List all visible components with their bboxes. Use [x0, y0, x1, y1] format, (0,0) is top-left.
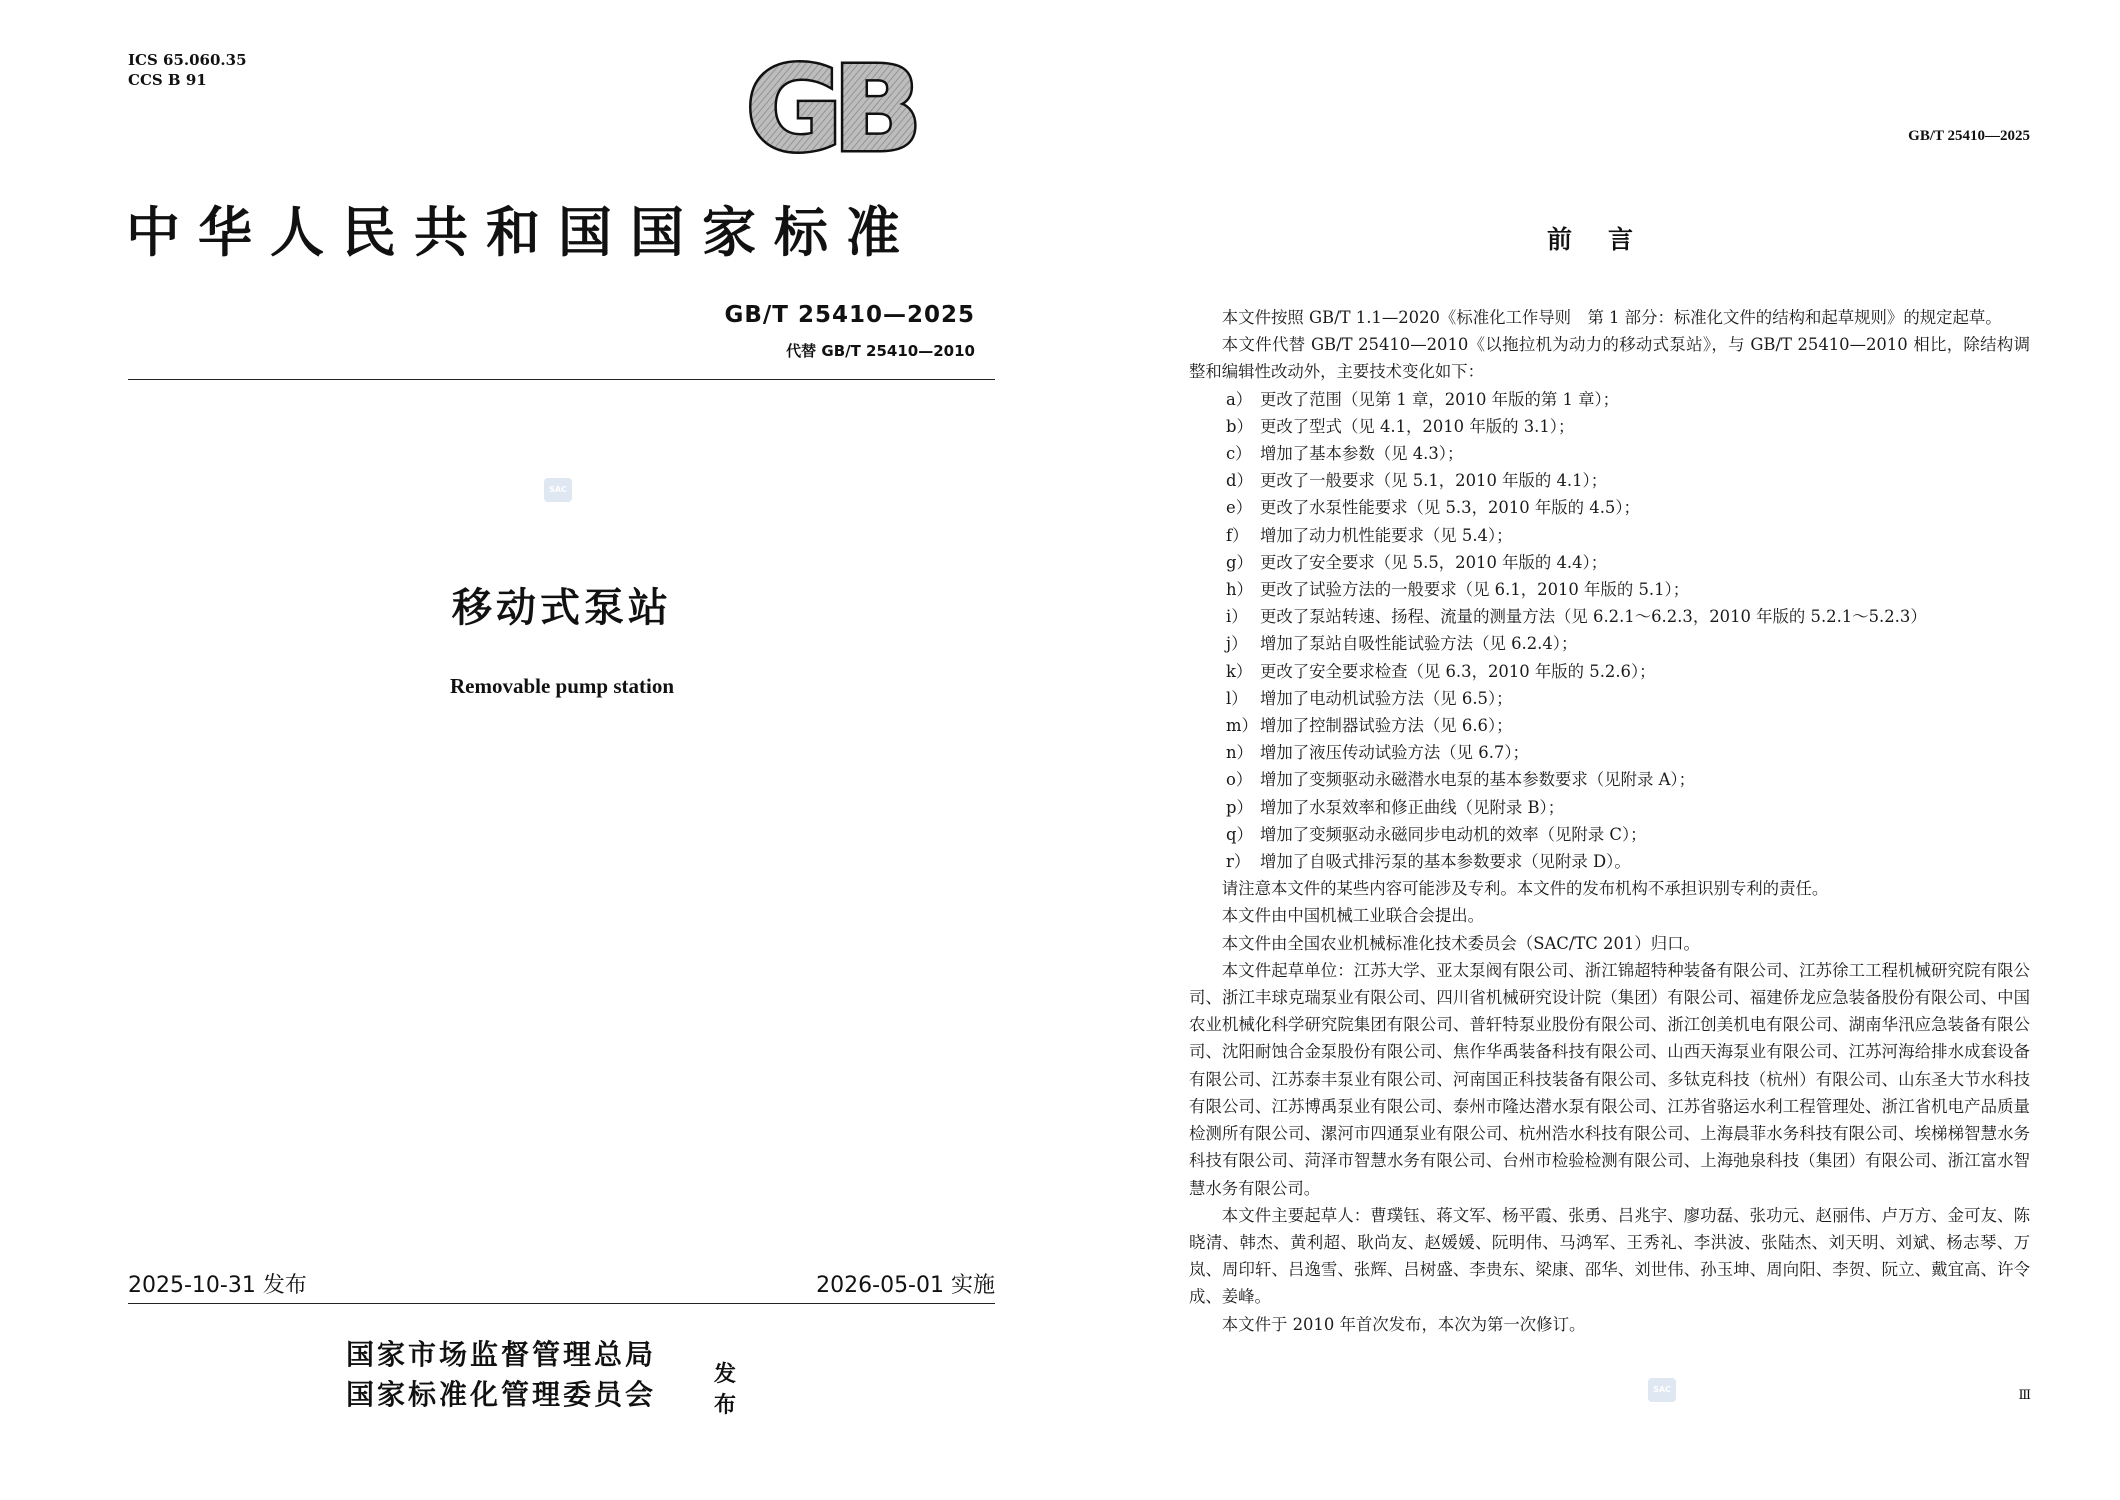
- list-text: 更改了水泵性能要求（见 5.3，2010 年版的 4.5）；: [1260, 498, 1640, 518]
- list-text: 更改了一般要求（见 5.1，2010 年版的 4.1）；: [1260, 471, 1608, 491]
- national-standard-heading: 中华人民共和国国家标准: [126, 200, 918, 264]
- gb-logo-text: GB: [745, 52, 913, 164]
- patent-note: 请注意本文件的某些内容可能涉及专利。本文件的发布机构不承担识别专利的责任。: [1221, 879, 1829, 899]
- publisher-samr: 国家市场监督管理总局: [346, 1338, 657, 1371]
- drafting-units: 本文件起草单位：江苏大学、亚太泵阀有限公司、浙江锦超特种装备有限公司、江苏徐工工程机械研究院有限公司、浙江丰球克瑞泵业有限公司、四川省机械研究设计院（集团）有限公司、福建侨龙应急装备股份有限公司、中国农业机械化科学研究院集团有限公司、普轩特泵业股份有限公司、浙江创美机电有限公司、湖南华汛应急装备有限公司、沈阳耐蚀合金泵股份有限公司、焦作华禹装备科技有限公司、山西天海泵业有限公司、江苏河海给排水成套设备有限公司、江苏泰丰泵业有限公司、河南国正科技装备有限公司、多钛克科技（杭州）有限公司、山东圣大节水科技有限公司、江苏博禹泵业有限公司、泰州市隆达潜水泵有限公司、江苏省骆运水利工程管理处、浙江省机电产品质量检测所有限公司、漯河市四通泵业有限公司、杭州浩水科技有限公司、上海晨菲水务科技有限公司、埃梯梯智慧水务科技有限公司、菏泽市智慧水务有限公司、台州市检验检测有限公司、上海弛泉科技（集团）有限公司、浙江富水智慧水务有限公司。: [1189, 960, 2030, 1198]
- list-marker: a）: [1226, 389, 1253, 409]
- standard-number: GB/T 25410—2025: [724, 302, 975, 328]
- classification-codes: [128, 50, 247, 90]
- implement-date: 2026-05-01 实施: [816, 1273, 995, 1298]
- list-text: 增加了控制器试验方法（见 6.6）；: [1260, 716, 1513, 736]
- list-item: [1189, 440, 2030, 467]
- list-text: 更改了试验方法的一般要求（见 6.1，2010 年版的 5.1）；: [1260, 580, 1690, 600]
- list-text: 增加了基本参数（见 4.3）；: [1260, 444, 1464, 464]
- list-marker: d）: [1226, 471, 1253, 491]
- preface-intro-2: 本文件代替 GB/T 25410—2010《以拖拉机为动力的移动式泵站》，与 GB/T 25410—2010 相比，除结构调整和编辑性改动外，主要技术变化如下：: [1189, 335, 2030, 382]
- page-header-standard-number: GB/T 25410—2025: [1908, 128, 2030, 144]
- list-item: [1189, 794, 2030, 821]
- list-item: [1189, 685, 2030, 712]
- list-item: [1189, 413, 2030, 440]
- list-item: [1189, 630, 2030, 657]
- list-marker: o）: [1226, 770, 1253, 790]
- list-item: [1189, 658, 2030, 685]
- list-item: [1189, 494, 2030, 521]
- list-text: 更改了安全要求（见 5.5，2010 年版的 4.4）；: [1260, 552, 1608, 572]
- list-marker: p）: [1226, 797, 1253, 817]
- list-text: 增加了变频驱动永磁潜水电泵的基本参数要求（见附录 A）；: [1260, 770, 1696, 790]
- list-item: [1189, 766, 2030, 793]
- ics-code: ICS 65.060.35: [128, 51, 247, 69]
- list-text: 更改了范围（见第 1 章，2010 年版的第 1 章）；: [1260, 389, 1620, 409]
- issue-date: 2025-10-31 发布: [128, 1273, 307, 1298]
- list-text: 更改了泵站转速、扬程、流量的测量方法（见 6.2.1～6.2.3，2010 年版的 5.2.1～5.2.3）: [1260, 607, 1927, 627]
- list-text: 增加了变频驱动永磁同步电动机的效率（见附录 C）；: [1260, 824, 1647, 844]
- technical-committee: 本文件由全国农业机械标准化技术委员会（SAC/TC 201）归口。: [1221, 933, 1700, 953]
- list-item: [1189, 549, 2030, 576]
- list-text: 增加了电动机试验方法（见 6.5）；: [1260, 688, 1513, 708]
- list-marker: e）: [1226, 498, 1253, 518]
- preface-title: 前言: [1546, 225, 1669, 254]
- list-text: 增加了自吸式排污泵的基本参数要求（见附录 D）。: [1260, 852, 1631, 872]
- list-marker: q）: [1226, 824, 1253, 844]
- list-item: [1189, 739, 2030, 766]
- list-marker: k）: [1226, 661, 1253, 681]
- sac-watermark: SAC: [544, 478, 572, 502]
- preface-body: [1189, 304, 2030, 1338]
- replaces-standard: 代替 GB/T 25410—2010: [786, 342, 975, 360]
- list-text: 增加了液压传动试验方法（见 6.7）；: [1260, 743, 1529, 763]
- list-marker: b）: [1226, 416, 1253, 436]
- list-item: [1189, 848, 2030, 875]
- list-item: [1189, 522, 2030, 549]
- sac-watermark: SAC: [1648, 1378, 1676, 1402]
- bottom-divider: [128, 1303, 995, 1304]
- top-divider: [128, 379, 995, 380]
- list-item: [1189, 821, 2030, 848]
- list-text: 增加了动力机性能要求（见 5.4）；: [1260, 525, 1513, 545]
- list-item: [1189, 386, 2030, 413]
- publisher-sac: 国家标准化管理委员会: [346, 1378, 657, 1411]
- technical-changes-list: [1189, 386, 2030, 876]
- list-marker: g）: [1226, 552, 1253, 572]
- list-marker: l）: [1226, 688, 1248, 708]
- publisher-block: [346, 1335, 743, 1418]
- list-marker: n）: [1226, 743, 1253, 763]
- drafters: 本文件主要起草人：曹璞钰、蒋文军、杨平霞、张勇、吕兆宇、廖功磊、张功元、赵丽伟、卢万方、金可友、陈晓清、韩杰、黄利超、耿尚友、赵媛媛、阮明伟、马鸿军、王秀礼、李洪波、张陆杰、刘天明、刘斌、杨志琴、万岚、周印轩、吕逸雪、张辉、吕树盛、李贵东、梁康、邵华、刘世伟、孙玉坤、周向阳、李贺、阮立、戴宜高、许令成、姜峰。: [1189, 1205, 2030, 1307]
- list-marker: i）: [1226, 607, 1248, 627]
- list-marker: h）: [1226, 580, 1253, 600]
- list-item: [1189, 576, 2030, 603]
- list-item: [1189, 467, 2030, 494]
- revision-history: 本文件于 2010 年首次发布，本次为第一次修订。: [1221, 1314, 1586, 1334]
- standard-title-en: Removable pump station: [449, 674, 675, 698]
- ccs-code: CCS B 91: [128, 71, 207, 89]
- list-text: 增加了水泵效率和修正曲线（见附录 B）；: [1260, 797, 1565, 817]
- gb-logo: [724, 52, 934, 164]
- preface-intro-1: 本文件按照 GB/T 1.1—2020《标准化工作导则 第 1 部分：标准化文件的结构和起草规则》的规定起草。: [1221, 308, 2002, 327]
- list-text: 增加了泵站自吸性能试验方法（见 6.2.4）；: [1260, 634, 1578, 654]
- proposed-by: 本文件由中国机械工业联合会提出。: [1221, 906, 1485, 926]
- list-text: 更改了型式（见 4.1，2010 年版的 3.1）；: [1260, 416, 1575, 436]
- list-marker: j）: [1226, 634, 1248, 654]
- page-number: Ⅲ: [2018, 1388, 2031, 1403]
- list-marker: f）: [1226, 525, 1249, 545]
- list-marker: r）: [1226, 852, 1251, 872]
- preface-page: [1060, 0, 2120, 1500]
- list-item: [1189, 603, 2030, 630]
- standard-title-cn: 移动式泵站: [452, 584, 672, 631]
- list-marker: m）: [1226, 716, 1258, 736]
- publish-verb: 发布: [714, 1361, 743, 1418]
- list-text: 更改了安全要求检查（见 6.3，2010 年版的 5.2.6）；: [1260, 661, 1656, 681]
- list-marker: c）: [1226, 444, 1252, 464]
- list-item: [1189, 712, 2030, 739]
